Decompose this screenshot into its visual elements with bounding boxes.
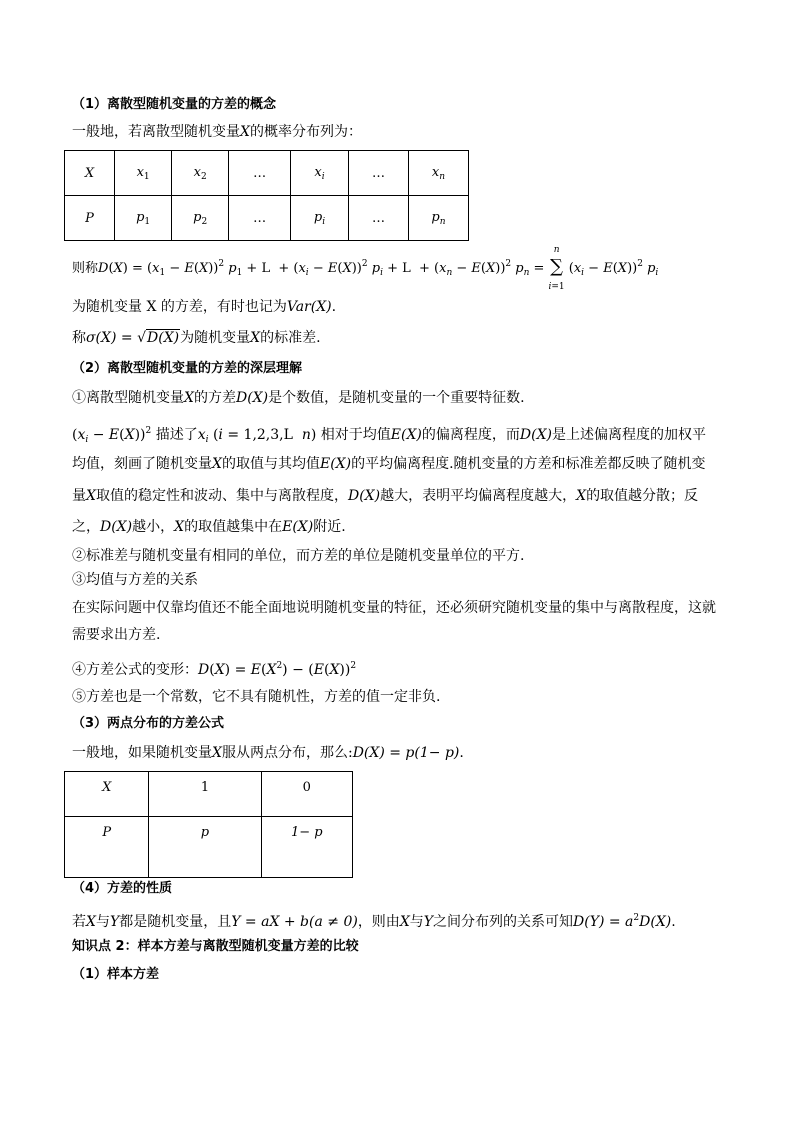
section-1-intro: 一般地，若离散型随机变量X的概率分布列为： xyxy=(72,124,362,140)
table-cell: $p_1$ xyxy=(115,196,172,241)
paragraph: 之，D(X)越小，X的取值越集中在E(X)附近. xyxy=(72,519,346,535)
distribution-table xyxy=(64,150,469,241)
table-cell: $x_1$ xyxy=(115,151,172,196)
table-cell: P xyxy=(65,817,149,878)
section-3-heading: （3）两点分布的方差公式 xyxy=(72,716,225,731)
paragraph: ②标准差与随机变量有相同的单位，而方差的单位是随机变量单位的平方. xyxy=(72,548,525,564)
var-x: X xyxy=(240,124,250,140)
paragraph: ⑤方差也是一个常数，它不具有随机性，方差的值一定非负. xyxy=(72,689,441,705)
paragraph: $(x_i - E(X))^2$ 描述了$x_i$ (i = 1,2,3,L n) 相对于均值E(X)的偏离程度，而D(X)是上述偏离程度的加权平 xyxy=(72,426,707,445)
two-point-table xyxy=(64,771,353,878)
paragraph: ①离散型随机变量X的方差D(X)是个数值，是随机变量的一个重要特征数. xyxy=(72,390,525,406)
variance-formula: 则称$D(X) = (x_1 - E(X))^2$ $p_1 + L + (x_i - E(X))^2$ $p_i + L + (x_n - E(X))^2$ $p_n$ = n ∑ i=1 $(x_i - E(X))^2$ $p_i$ xyxy=(72,244,659,292)
paragraph: ③均值与方差的关系 xyxy=(72,572,198,588)
subheading-sample-variance: （1）样本方差 xyxy=(72,967,160,982)
std-definition: 称σ(X) = √D(X)为随机变量X的标准差. xyxy=(72,330,321,346)
table-cell: $p_i$ xyxy=(291,196,349,241)
table-cell: $x_2$ xyxy=(172,151,229,196)
table-cell: … xyxy=(229,151,291,196)
table-cell: 1− p xyxy=(261,817,352,878)
table-cell: … xyxy=(349,151,409,196)
table-cell: X xyxy=(65,151,115,196)
variance-formula-transform: ④方差公式的变形：$D(X) = E(X^2) - (E(X))^2$ xyxy=(72,661,357,678)
table-cell: $p_2$ xyxy=(172,196,229,241)
table-row xyxy=(65,817,353,878)
table-cell: … xyxy=(349,196,409,241)
table-cell: $x_n$ xyxy=(408,151,468,196)
table-row xyxy=(65,196,469,241)
section-2-heading: （2）离散型随机变量的方差的深层理解 xyxy=(72,361,303,376)
table-cell: p xyxy=(149,817,261,878)
knowledge-point-2-heading: 知识点 2：样本方差与离散型随机变量方差的比较 xyxy=(72,939,359,954)
table-cell: $p_n$ xyxy=(408,196,468,241)
paragraph: 均值，刻画了随机变量X的取值与其均值E(X)的平均偏离程度.随机变量的方差和标准差都反映了随机变 xyxy=(72,456,706,472)
table-cell: X xyxy=(65,772,149,817)
summation-symbol: n ∑ i=1 xyxy=(548,244,565,292)
section-1-heading: （1）离散型随机变量的方差的概念 xyxy=(72,97,277,112)
table-row xyxy=(65,151,469,196)
table-cell: P xyxy=(65,196,115,241)
section-4-heading: （4）方差的性质 xyxy=(72,881,173,896)
variance-definition: 为随机变量 X 的方差，有时也记为Var(X). xyxy=(72,299,337,315)
paragraph: 在实际问题中仅靠均值还不能全面地说明随机变量的特征，还必须研究随机变量的集中与离散程度，这就 xyxy=(72,600,716,616)
table-row xyxy=(65,772,353,817)
two-point-intro: 一般地，如果随机变量X服从两点分布，那么:D(X) = p(1− p). xyxy=(72,745,464,761)
variance-property: 若X与Y都是随机变量，且Y = aX + b(a ≠ 0)，则由X与Y之间分布列的关系可知$D(Y) = a^2D(X)$. xyxy=(72,913,676,930)
table-cell: $x_i$ xyxy=(291,151,349,196)
paragraph: 需要求出方差. xyxy=(72,627,161,643)
table-cell: … xyxy=(229,196,291,241)
table-cell: 1 xyxy=(149,772,261,817)
paragraph: 量X取值的稳定性和波动、集中与离散程度，D(X)越大，表明平均偏离程度越大，X的取值越分散；反 xyxy=(72,488,699,504)
table-cell: 0 xyxy=(261,772,352,817)
